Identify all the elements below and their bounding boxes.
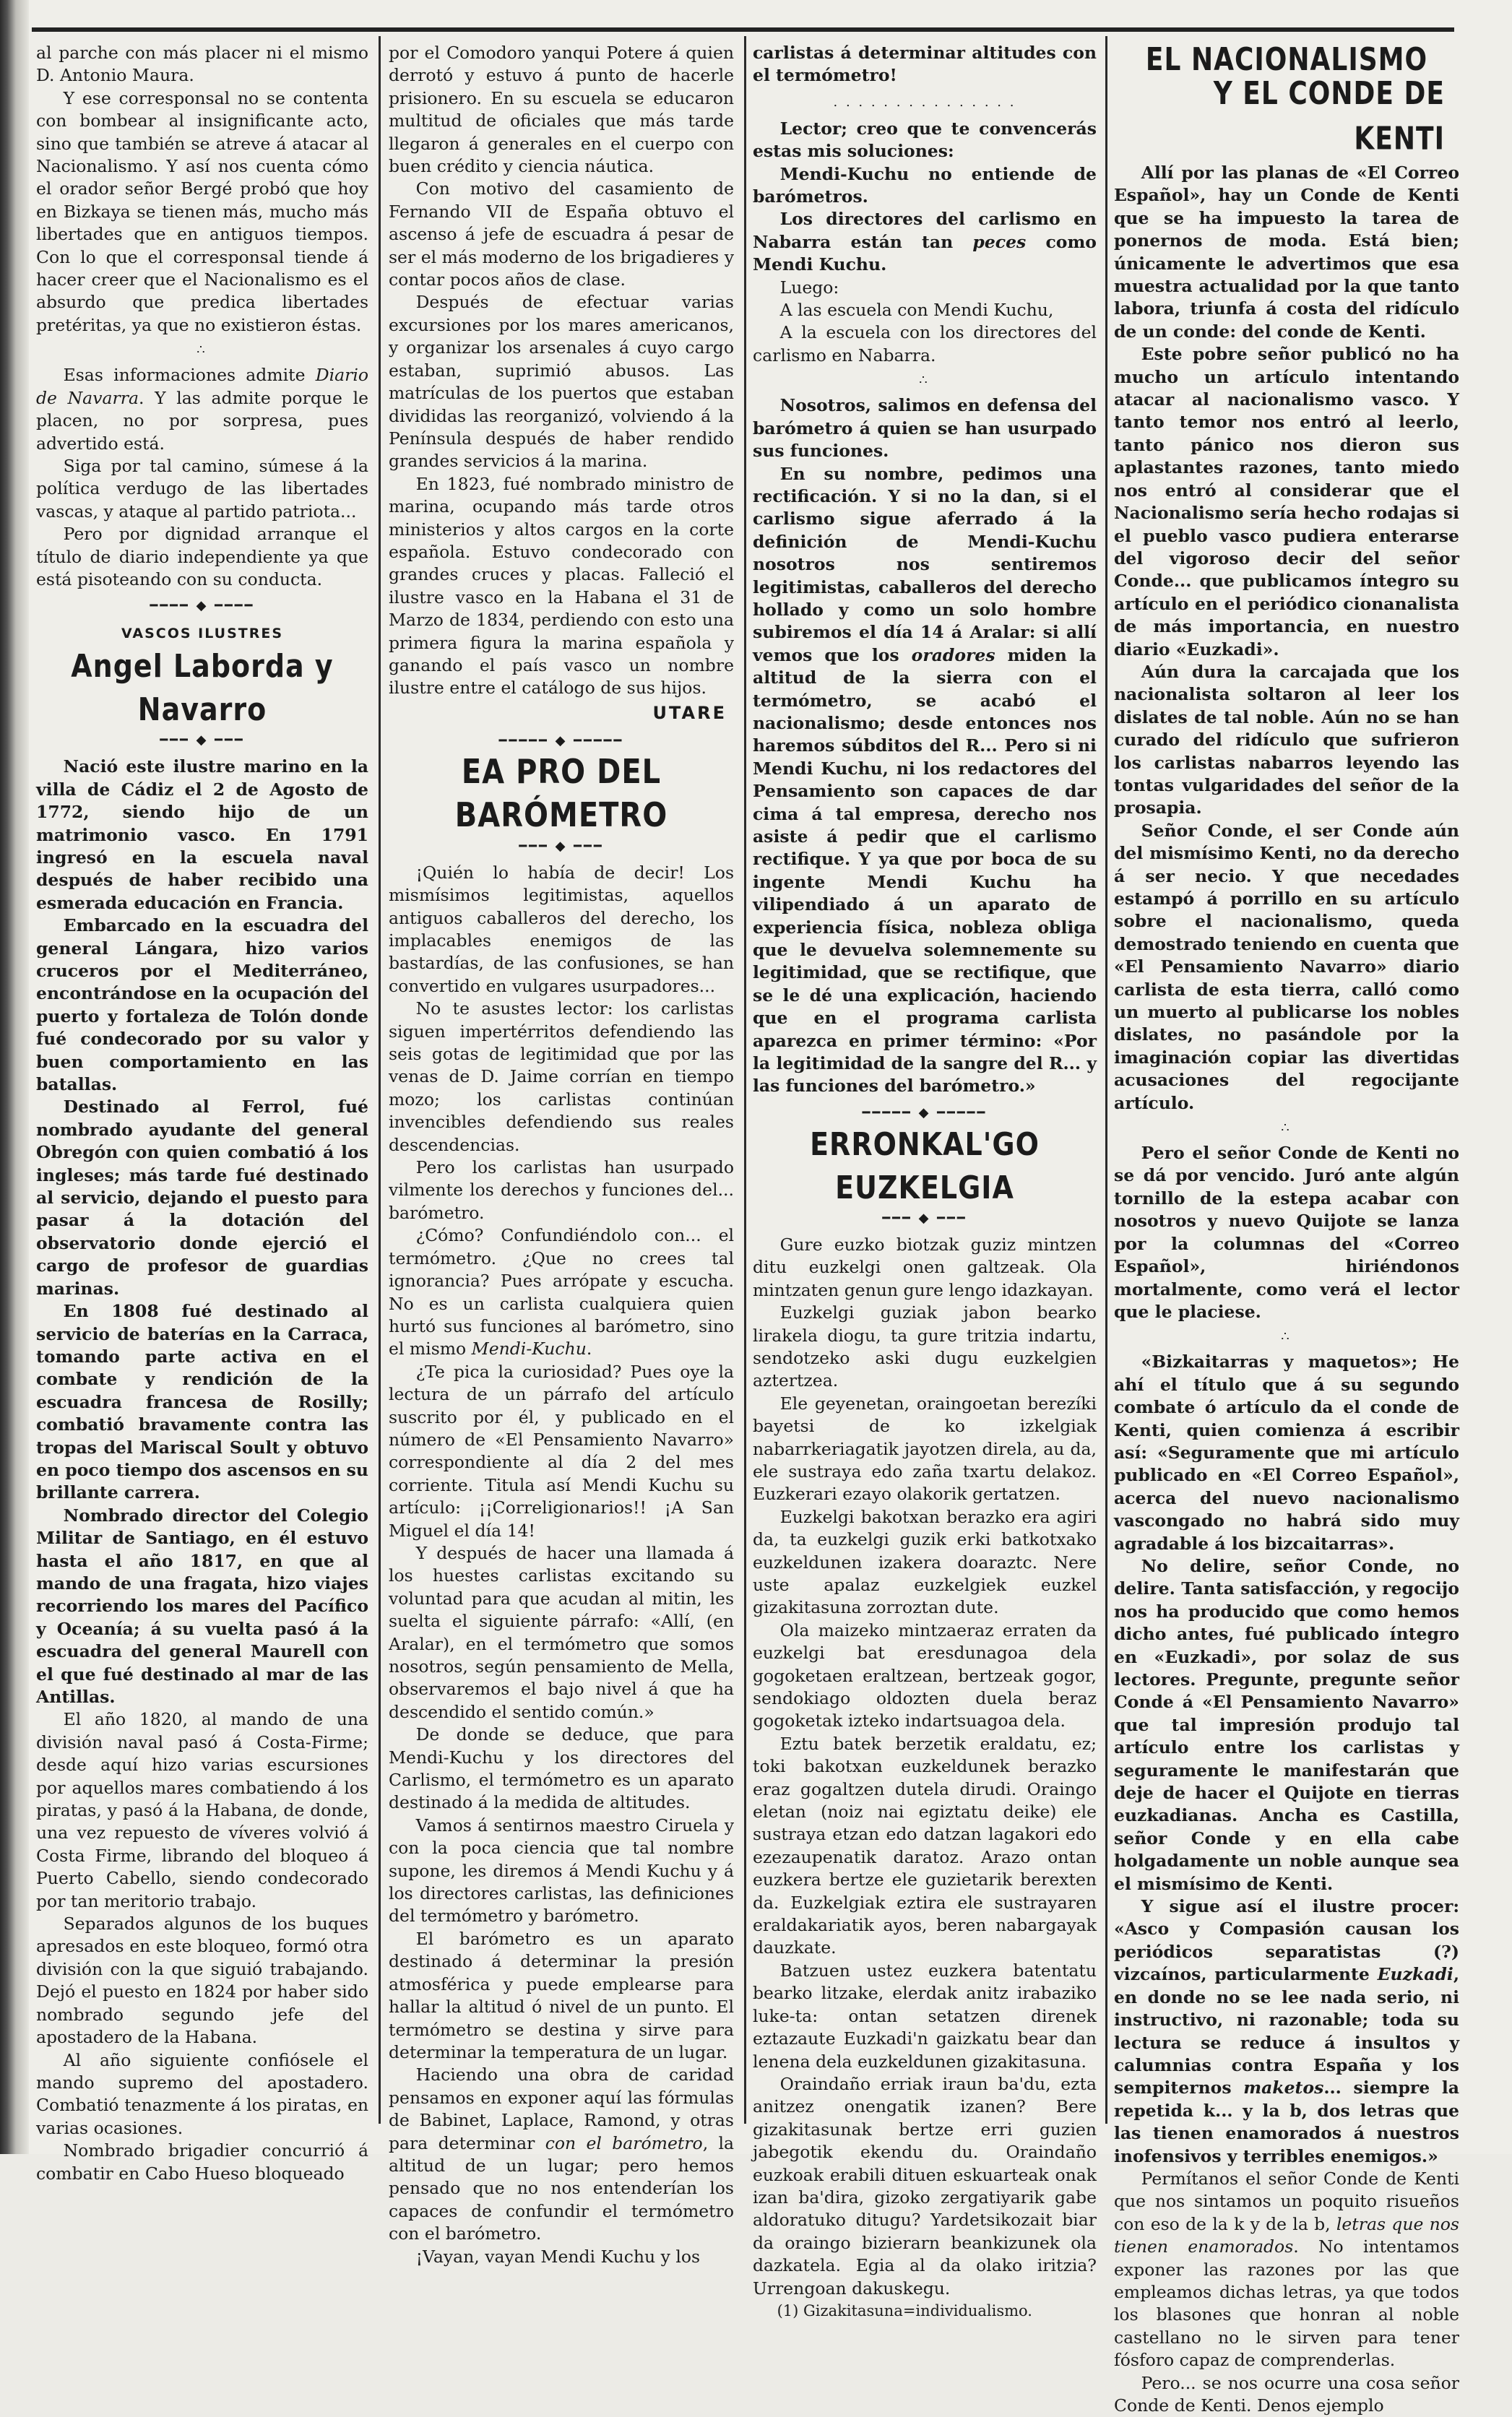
- text-run: . No intentamos exponer las razones por las que empleamos dichas letras, ya que todos los blasones que honran al noble castellano no le sirven para tener fósforo capaz de comprenderlas.: [1114, 2236, 1459, 2371]
- article-headline: EA PRO DEL BARÓMETRO: [454, 753, 668, 835]
- col3-paragraph: carlistas á determinar altitudes con el termómetro!: [753, 43, 1097, 86]
- col1-paragraph: Embarcado en la escuadra del general Lángara, hizo varios cruceros por el Mediterráneo, encontrándose en la ocupación del puerto y fortaleza de Tolón donde fué condecorado por su valor y buen comportamiento en las batallas.: [36, 915, 368, 1095]
- dotted-divider: . . . . . . . . . . . . . . .: [833, 94, 1016, 110]
- col2-paragraph: Vamos á sentirnos maestro Ciruela y con la poca ciencia que tal nombre supone, les diremos á Mendi Kuchu y á los directores carlistas, las definiciones del termómetro y barómetro.: [389, 1815, 734, 1927]
- emphasis: con el barómetro: [545, 2132, 703, 2153]
- col2-paragraph: ¡Vayan, vayan Mendi Kuchu y los: [415, 2246, 701, 2267]
- col3-paragraph: Gure euzko biotzak guziz mintzen ditu euzkelgi onen galtzeak. Ola mintzaten genun gure lengo idazkayan.: [753, 1234, 1097, 1300]
- col2-paragraph: Después de efectuar varias excursiones por los mares americanos, y organizar los arsenales á cuyo cargo estaban, suprimió abusos. Las matrículas de los puertos que estaban divididas las reorganizó, volviendo á la Península después de haber rendido grandes servicios á la marina.: [389, 292, 734, 472]
- article-headline: ERRONKAL'GO EUZKELGIA: [810, 1125, 1040, 1206]
- col2-paragraph: Pero los carlistas han usurpado vilmente los derechos y funciones del... barómetro.: [389, 1157, 734, 1223]
- col2-paragraph: [389, 2064, 734, 2245]
- text-run: Y sigue así el ilustre procer: «Asco y Compasión causan los periódicos separatistas (?) vizcaínos, particularmente: [1114, 1896, 1459, 1985]
- column-separator-3: [1105, 36, 1107, 2124]
- col2-paragraph: De donde se deduce, que para Mendi-Kuchu y los directores del Carlismo, el termómetro es un aparato destinado á la medida de altitudes.: [389, 1724, 734, 1813]
- col4-paragraph: No delire, señor Conde, no delire. Tanta satisfacción, y regocijo nos ha producido que como hemos dicho antes, fué publicado íntegro en «Euzkadi», por solaz de sus lectores. Pregunte, pregunte señor Conde á «El Pensamiento Navarro» que tal impresión produjo tal artículo entre los carlistas y seguramente le manifestarán que deje de hacer el Quijote en tierras euzkadianas. Ancha es Castilla, señor Conde y en ella cabe holgadamente un noble aunque sea el mismísimo de Kenti.: [1114, 1555, 1459, 1894]
- text-run: Esas informaciones admite: [63, 365, 316, 386]
- text-run: , en donde no se lee nada serio, ni instructivo, ni razonable; toda su lectura se reduce á insultos y calumnias contra España y los sempiternos: [1114, 1964, 1459, 2098]
- col3-paragraph: Luego:: [779, 277, 839, 298]
- section-kicker: VASCOS ILUSTRES: [121, 626, 284, 642]
- text-run: ¿Cómo? Confundiéndolo con... el termómetro. ¿Que no crees tal ignorancia? Pues arrópate y escucha. No es un carlista cualquiera quien hurtó sus funciones al barómetro, sino el mismo: [389, 1225, 734, 1359]
- ornament-divider: ━━━ ◆ ━━━: [882, 1210, 967, 1226]
- col3-paragraph: Euzkelgi guziak jabon bearko lirakela diogu, ta gure tritzia indartu, sendotzeko aski dugu euzkelgien aztertzea.: [753, 1302, 1097, 1391]
- col3-paragraph: Ola maizeko mintzaeraz erraten da euzkelgi bat eresdunagoa dela gogoketaen eraltzean, bertzeak gogor, sendokiago oldozten duela beraz gogoketak izteko indartsuagoa dela.: [753, 1620, 1097, 1731]
- emphasis: peces: [972, 231, 1027, 252]
- col4-paragraph: [1114, 2168, 1459, 2372]
- col2-paragraph: No te asustes lector: los carlistas siguen impertérritos defendiendo las seis gotas de legitimidad que por las venas de D. Jaime corrían en tiempo mozo; los carlistas continúan invencibles defendiendo sus reales descendencias.: [389, 998, 734, 1155]
- col3-paragraph: Nosotros, salimos en defensa del barómetro á quien se han usurpado sus funciones.: [753, 395, 1097, 462]
- article-headline: Angel Laborda y Navarro: [71, 648, 334, 728]
- newspaper-name: Euzkadi: [1377, 1964, 1453, 1985]
- emphasis: maketos: [1243, 2077, 1324, 2098]
- top-rule: [32, 27, 1454, 32]
- col1-paragraph: Separados algunos de los buques apresados en este bloqueo, formó otra división con la que siguió trabajando. Dejó el puesto en 1824 por haber sido nombrado segundo jefe del apostadero de la Habana.: [36, 1914, 368, 2048]
- col1-paragraph: al parche con más placer ni el mismo D. Antonio Maura.: [36, 43, 368, 86]
- col1-paragraph: Siga por tal camino, súmese á la política verdugo de las libertades vascas, y ataque al partido patriota...: [36, 455, 368, 522]
- col1-paragraph: [36, 364, 368, 455]
- asterism: ∴: [919, 373, 930, 389]
- col1-paragraph: El año 1820, al mando de una división naval pasó á Costa-Firme; desde aquí hizo varias escursiones por aquellos mares combatiendo á los piratas, y pasó á la Habana, de donde, una vez repuesto de víveres volvió á Costa Firme, librando del bloqueo á Puerto Cabello, siendo condecorado por tan meritorio trabajo.: [36, 1709, 368, 1911]
- col3-paragraph: [753, 463, 1097, 1098]
- col1-paragraph: Pero por dignidad arranque el título de diario independiente ya que está pisoteando con su conducta.: [36, 524, 368, 589]
- col2-paragraph: ¡Quién lo había de decir! Los mismísimos legitimistas, aquellos antiguos caballeros del derecho, los implacables enemigos de las bastardías, de las confusiones, se han convertido en vulgares usurpadores...: [389, 862, 734, 996]
- emphasis: oradores: [911, 644, 995, 665]
- col3-paragraph: Ele geyenetan, oraingoetan berezíki bayetsi de ko izkelgiak nabarrkeriagatik jayotzen direla, au da, ele sustraya edo zaña txartu delakoz. Euzkerari ezayo olakorik gertatzen.: [753, 1393, 1097, 1505]
- emphasis: letras que nos tienen enamorados: [1114, 2213, 1459, 2257]
- col3-paragraph: Eztu batek berzetik eraldatu, ez; toki bakotxan euzkeldunek berazko eraz gogaltzen dutela dirudi. Oraingo eletan (noiz nai egiztatu deike) ele sustraya etzan edo datzan lagakori edo ezezaupenatik daratoz. Arazo ontan euzkera bertze ele guzietarik berexten da. Euzkelgiak eztira ele sustrayaren eraldakariatik ayos, beren nabargayak dauzkate.: [753, 1733, 1097, 1958]
- col3-paragraph: [753, 208, 1097, 276]
- col1-paragraph: Y ese corresponsal no se contenta con bombear al insignificante acto, sino que también se atreve á atacar al Nacionalismo. Y así nos cuenta cómo el orador señor Bergé probó que hoy en Bizkaya se tienen más, mucho más libertades que en antiguos tiempos. Con lo que el corresponsal tiende á hacer creer que el Nacionalismo es el absurdo que predica libertades pretéritas, ya que no existieron éstas.: [36, 87, 368, 335]
- footnote: (1) Gizakitasuna=individualismo.: [777, 2301, 1032, 2319]
- col1-paragraph: Al año siguiente confiósele el mando supremo del apostadero. Combatió tenazmente á los piratas, en varias ocasiones.: [36, 2049, 368, 2138]
- asterism: ∴: [1281, 1120, 1292, 1136]
- text-run: como Mendi Kuchu.: [753, 231, 1097, 275]
- column-separator-1: [379, 36, 381, 2124]
- col2-paragraph: ¿Te pica la curiosidad? Pues oye la lectura de un párrafo del artículo suscrito por él, y publicado en el número de «El Pensamiento Navarro» correspondiente al día 2 del mes corriente. Titula así Mendi Kuchu su artículo: ¡¡Correligionarios!! ¡A San Miguel el día 14!: [389, 1361, 734, 1541]
- ornament-divider: ━━━━ ◆ ━━━━: [150, 598, 255, 614]
- article-headline-line-2: Y EL CONDE DE KENTI: [1213, 76, 1445, 157]
- newspaper-name: Diario de Navarra: [36, 365, 368, 408]
- col2-paragraph: [389, 1224, 734, 1360]
- text-run: En su nombre, pedimos una rectificación. Y si no la dan, si el carlismo sigue aferrado á la definición de Mendi-Kuchu nosotros nos sentiremos legitimistas, caballeros del derecho hollado y como un solo hombre subiremos el día 14 á Aralar: si allí vemos que los: [753, 463, 1097, 665]
- asterism: ∴: [196, 342, 208, 358]
- col2-paragraph: por el Comodoro yanqui Potere á quien derrotó y estuvo á punto de hacerle prisionero. En su escuela se educaron multitud de oficiales que más tarde llegaron á generales en el cuerpo con buen crédito y ciencia náutica.: [389, 43, 734, 177]
- col3-paragraph: Batzuen ustez euzkera batentatu bearko litzake, elerdak anitz irabaziko luke-ta: ontan setatzen direnek eztazaute Euzkadi'n gaizkatu bear dan lenena dela euzkeldunen gizakitasuna.: [753, 1960, 1097, 2072]
- col4-paragraph: Este pobre señor publicó no ha mucho un artículo intentando atacar al nacionalismo vasco. Y tanto temor nos entró al leerlo, tanto pánico nos dieron sus aplastantes razones, tanto miedo nos entró al considerar que el Nacionalismo sería hecho rodajas si el pueblo vasco pudiera enterarse del vigoroso decir del señor Conde... que publicamos íntegro su artículo en el periódico cionanalista de más importancia, en nuestro diario «Euzkadi».: [1114, 344, 1459, 660]
- page-edge-shadow: [0, 0, 29, 2154]
- col4-paragraph: Pero... se nos ocurre una cosa señor Conde de Kenti. Denos ejemplo: [1114, 2372, 1459, 2416]
- text-run: Los directores del carlismo en Nabarra están tan: [753, 209, 1097, 252]
- text-run: , la altitud de un lugar; pero hemos pensado que no nos entenderían los capaces de confundir el termómetro con el barómetro.: [389, 2132, 735, 2244]
- asterism: ∴: [1281, 1329, 1292, 1345]
- col4-paragraph: Pero el señor Conde de Kenti no se dá por vencido. Juró ante algún tornillo de la estepa acabar con nosotros y nuevo Quijote se lanza por la columnas del «Correo Español», hiriéndonos mortalmente, como verá el lector que le placiese.: [1114, 1143, 1459, 1322]
- col2-paragraph: En 1823, fué nombrado ministro de marina, ocupando más tarde otros ministerios y altos cargos en la corte española. Estuvo condecorado con grandes cruces y placas. Falleció el ilustre vasco en la Habana el 31 de Marzo de 1834, perdiendo con esto una primera figura la marina española y ganando el país vasco un nombre ilustre entre el catálogo de sus hijos.: [389, 473, 734, 699]
- col4-paragraph: Señor Conde, el ser Conde aún del mismísimo Kenti, no da derecho á ser necio. Y que necedades estampó á porrillo en su artículo sobre el nacionalismo, queda demostrado teniendo en cuenta que «El Pensamiento Navarro» diario carlista de esta tierra, calló como un muerto al publicarse los nobles dislates, no pasándole por la imaginación copiar las divertidas acusaciones del regocijante artículo.: [1114, 820, 1459, 1113]
- col3-paragraph: Lector; creo que te convencerás estas mis soluciones:: [753, 118, 1097, 162]
- col1-paragraph: Nombrado director del Colegio Militar de Santiago, en él estuvo hasta el año 1817, en que al mando de una fragata, hizo viajes recorriendo los mares del Pacífico y Oceanía; á su vuelta pasó á la escuadra del general Maurell con el que fué destinado al mar de las Antillas.: [36, 1505, 368, 1707]
- col1-paragraph: Nació este ilustre marino en la villa de Cádiz el 2 de Agosto de 1772, siendo hijo de un matrimonio vasco. En 1791 ingresó en la escuela naval después de haber recibido una esmerada educación en Francia.: [36, 756, 368, 913]
- col1-paragraph: En 1808 fué destinado al servicio de baterías en la Carraca, tomando parte activa en el combate y rendición de la escuadra francesa de Rosilly; combatió bravamente contra las tropas del Mariscal Soult y obtuvo en poco tiempo dos ascensos en su brillante carrera.: [36, 1301, 368, 1503]
- author-name: Mendi-Kuchu: [471, 1339, 587, 1359]
- col1-paragraph: Destinado al Ferrol, fué nombrado ayudante del general Obregón con quien combatió á los ingleses; más tarde fué destinado al servicio, dejando el puesto para pasar á la dotación del observatorio donde ejerció el cargo de profesor de guardias marinas.: [36, 1097, 368, 1299]
- col3-paragraph: A la escuela con los directores del carlismo en Nabarra.: [753, 322, 1097, 366]
- col2-paragraph: Con motivo del casamiento de Fernando VII de España obtuvo el ascenso á jefe de escuadra á pesar de ser el más moderno de los brigadieres y contar pocos años de clase.: [389, 178, 734, 290]
- column-1: [36, 42, 368, 2184]
- col4-paragraph: Aún dura la carcajada que los nacionalista soltaron al leer los dislates de tal noble. Aún no se han curado del ridículo que sufrieron los carlistas nabarros leyendo las tontas vulgaridades del señor de la prosapia.: [1114, 661, 1459, 818]
- column-3: [753, 42, 1097, 2319]
- col2-paragraph: El barómetro es un aparato destinado á determinar la presión atmosférica y puede emplearse para hallar la altitud ó nivel de un punto. El termómetro se destina y sirve para determinar la temperatura de un lugar.: [389, 1928, 734, 2062]
- col3-paragraph: A las escuela con Mendi Kuchu,: [779, 300, 1054, 321]
- ornament-divider: ━━━ ◆ ━━━: [160, 732, 245, 748]
- ornament-divider: ━━━━━ ◆ ━━━━━: [862, 1104, 988, 1120]
- text-run: .: [586, 1339, 592, 1359]
- column-2: [389, 42, 735, 2267]
- text-run: ... siempre la repetida k... y la b, dos letras que las tienen enamorados á nuestros inofensivos y terribles enemigos.»: [1114, 2077, 1459, 2166]
- text-run: Permítanos el señor Conde de Kenti que nos sintamos un poquito risueños con eso de la k y de la b,: [1114, 2168, 1459, 2234]
- text-run: miden la altitud de la sierra con el termómetro, se acabó el nacionalismo; desde entonces nos haremos súbditos del R... Pero si ni Mendi Kuchu, ni los redactores del Pensamiento son capaces de dar cima á tal empresa, derecho nos asiste á pedir que el carlismo rectifique. Y ya que por boca de su ingente Mendi Kuchu ha vilipendiado á un aparato de experiencia física, nobleza obliga que le devuelva solemnemente su legitimidad, que se rectifique, que se le dé una explicación, haciendo que en el programa carlista aparezca en primer término: «Por la legitimidad de la sangre del R... y las funciones del barómetro.»: [753, 644, 1097, 1097]
- col2-paragraph: Y después de hacer una llamada á los huestes carlistas excitando su voluntad para que acudan al mitin, les suelta el siguiente párrafo: «Allí, (en Aralar), en el termómetro que somos nosotros, según pensamiento de Mella, observaremos el bajo nivel á que ha descendido el sentido común.»: [389, 1542, 734, 1722]
- column-4: [1114, 42, 1459, 2416]
- ornament-divider: ━━━━━ ◆ ━━━━━: [498, 732, 624, 748]
- col1-paragraph: Nombrado brigadier concurrió á combatir en Cabo Hueso bloqueado: [36, 2140, 368, 2184]
- author-signature: UTARE: [652, 702, 727, 723]
- col3-paragraph: Mendi-Kuchu no entiende de barómetros.: [753, 163, 1097, 207]
- text-run: . Y las admite porque le placen, no por sorpresa, pues advertido está.: [36, 387, 368, 454]
- ornament-divider: ━━━ ◆ ━━━: [519, 838, 604, 854]
- col4-paragraph: «Bizkaitarras y maquetos»; He ahí el título que á su segundo combate ó artículo da el conde de Kenti, quien comienza á escribir así: «Seguramente que mi artículo publicado en «El Correo Español», acerca del nuevo nacionalismo vascongado no habrá sido muy agradable á los bizcaitarras».: [1114, 1352, 1459, 1554]
- col4-paragraph: Allí por las planas de «El Correo Español», hay un Conde de Kenti que se ha impuesto la tarea de ponernos de moda. Está bien; únicamente le advertimos que esa muestra actualidad por la que tanto labora, triunfa á costa del ridículo de un conde: del conde de Kenti.: [1114, 163, 1459, 342]
- col3-paragraph: Euzkelgi bakotxan berazko era agiri da, ta euzkelgi guzik erki batkotxako euzkeldunen izakera doaraztc. Nere uste apalaz euzkelgiek euzkel gizakitasuna zorroztan dute.: [753, 1506, 1097, 1618]
- article-headline-line-1: EL NACIONALISMO: [1145, 42, 1428, 78]
- text-run: Haciendo una obra de caridad pensamos en exponer aquí las fórmulas de Babinet, Laplace, Ramond, y otras para determinar: [389, 2064, 734, 2153]
- col4-paragraph: [1114, 1895, 1459, 2168]
- col3-paragraph: Oraindaño erriak iraun ba'du, ezta anitzez onengatik izanen? Bere gizakitasunak bertze erri guzien jabegotik ekendu du. Oraindaño euzkoak erabili dituen eskuarteak onak izan ba'dira, gizoko zergatiyarik gabe aldoratuko ditugu? Yardetsikozait biar da oraingo bizierarn beankizunek ola dazkatela. Egia al da olako iritzia? Urrengoan dakuskegu.: [753, 2073, 1097, 2299]
- column-separator-2: [744, 36, 746, 2124]
